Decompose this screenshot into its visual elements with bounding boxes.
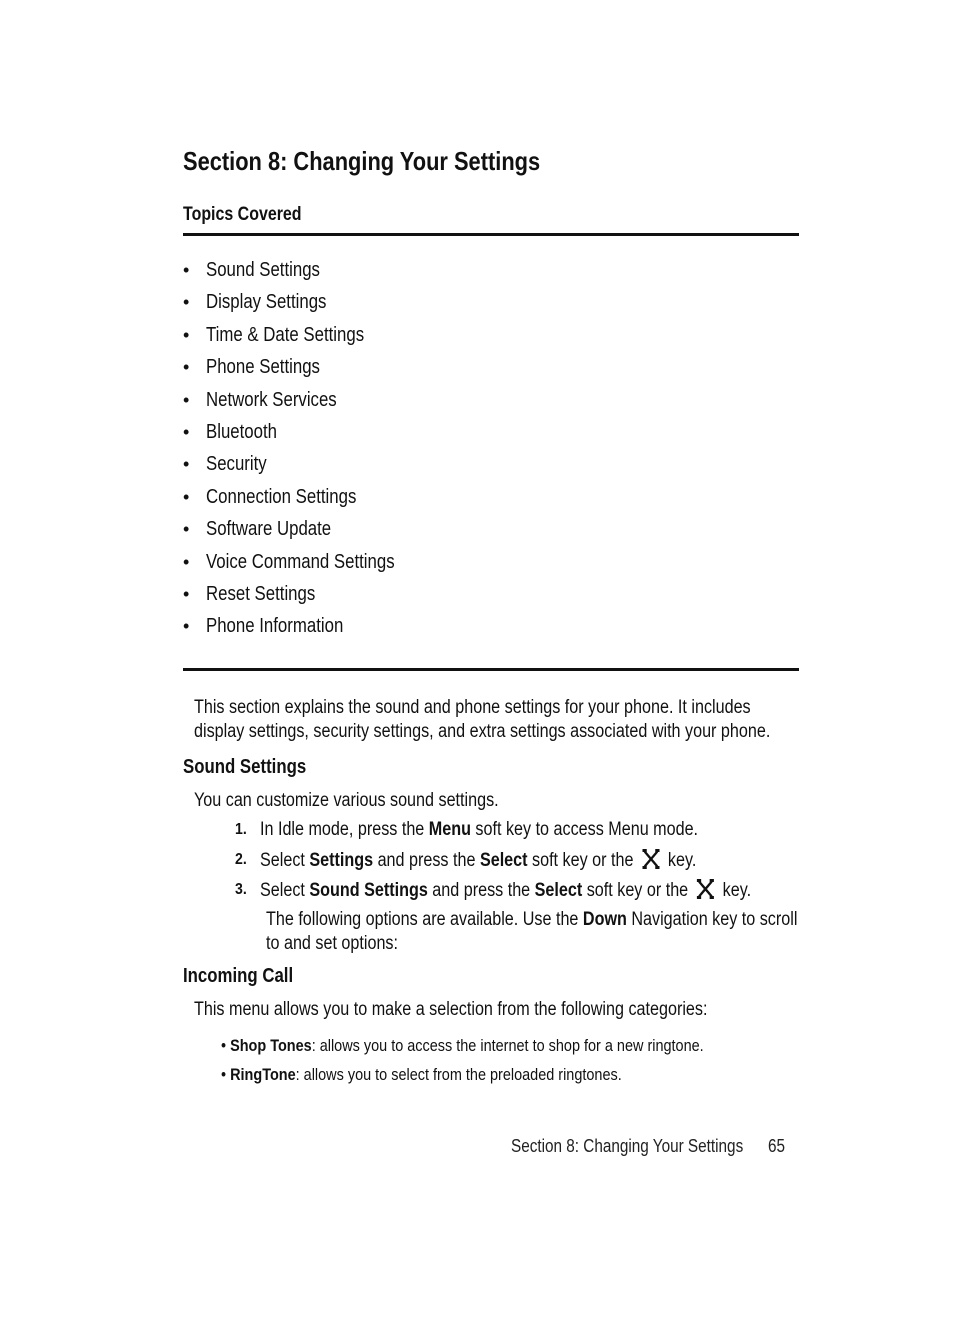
x-key-icon: [641, 848, 660, 870]
incoming-intro: This menu allows you to make a selection from the following categories:: [194, 999, 708, 1020]
page-title: Section 8: Changing Your Settings: [183, 146, 541, 176]
sound-intro: You can customize various sound settings.: [194, 790, 499, 811]
x-key-icon: [696, 878, 715, 900]
intro-paragraph: This section explains the sound and phone settings for your phone. It includes display settings, security settings, and extra settings associated with your phone.: [194, 697, 771, 742]
incoming-call-heading: Incoming Call: [183, 965, 294, 987]
footer-section-title: Section 8: Changing Your Settings: [511, 1136, 744, 1156]
option-shop-tones: • Shop Tones: allows you to access the internet to shop for a new ringtone.: [221, 1036, 704, 1055]
option-ringtone: • RingTone: allows you to select from the preloaded ringtones.: [221, 1065, 622, 1084]
options-note: The following options are available. Use the Down Navigation key to scroll to and set options:: [266, 909, 798, 954]
divider-bottom: [183, 668, 799, 671]
page-number: 65: [768, 1136, 786, 1156]
divider-top: [183, 233, 799, 236]
topics-heading: Topics Covered: [183, 204, 302, 225]
sound-settings-heading: Sound Settings: [183, 756, 307, 778]
